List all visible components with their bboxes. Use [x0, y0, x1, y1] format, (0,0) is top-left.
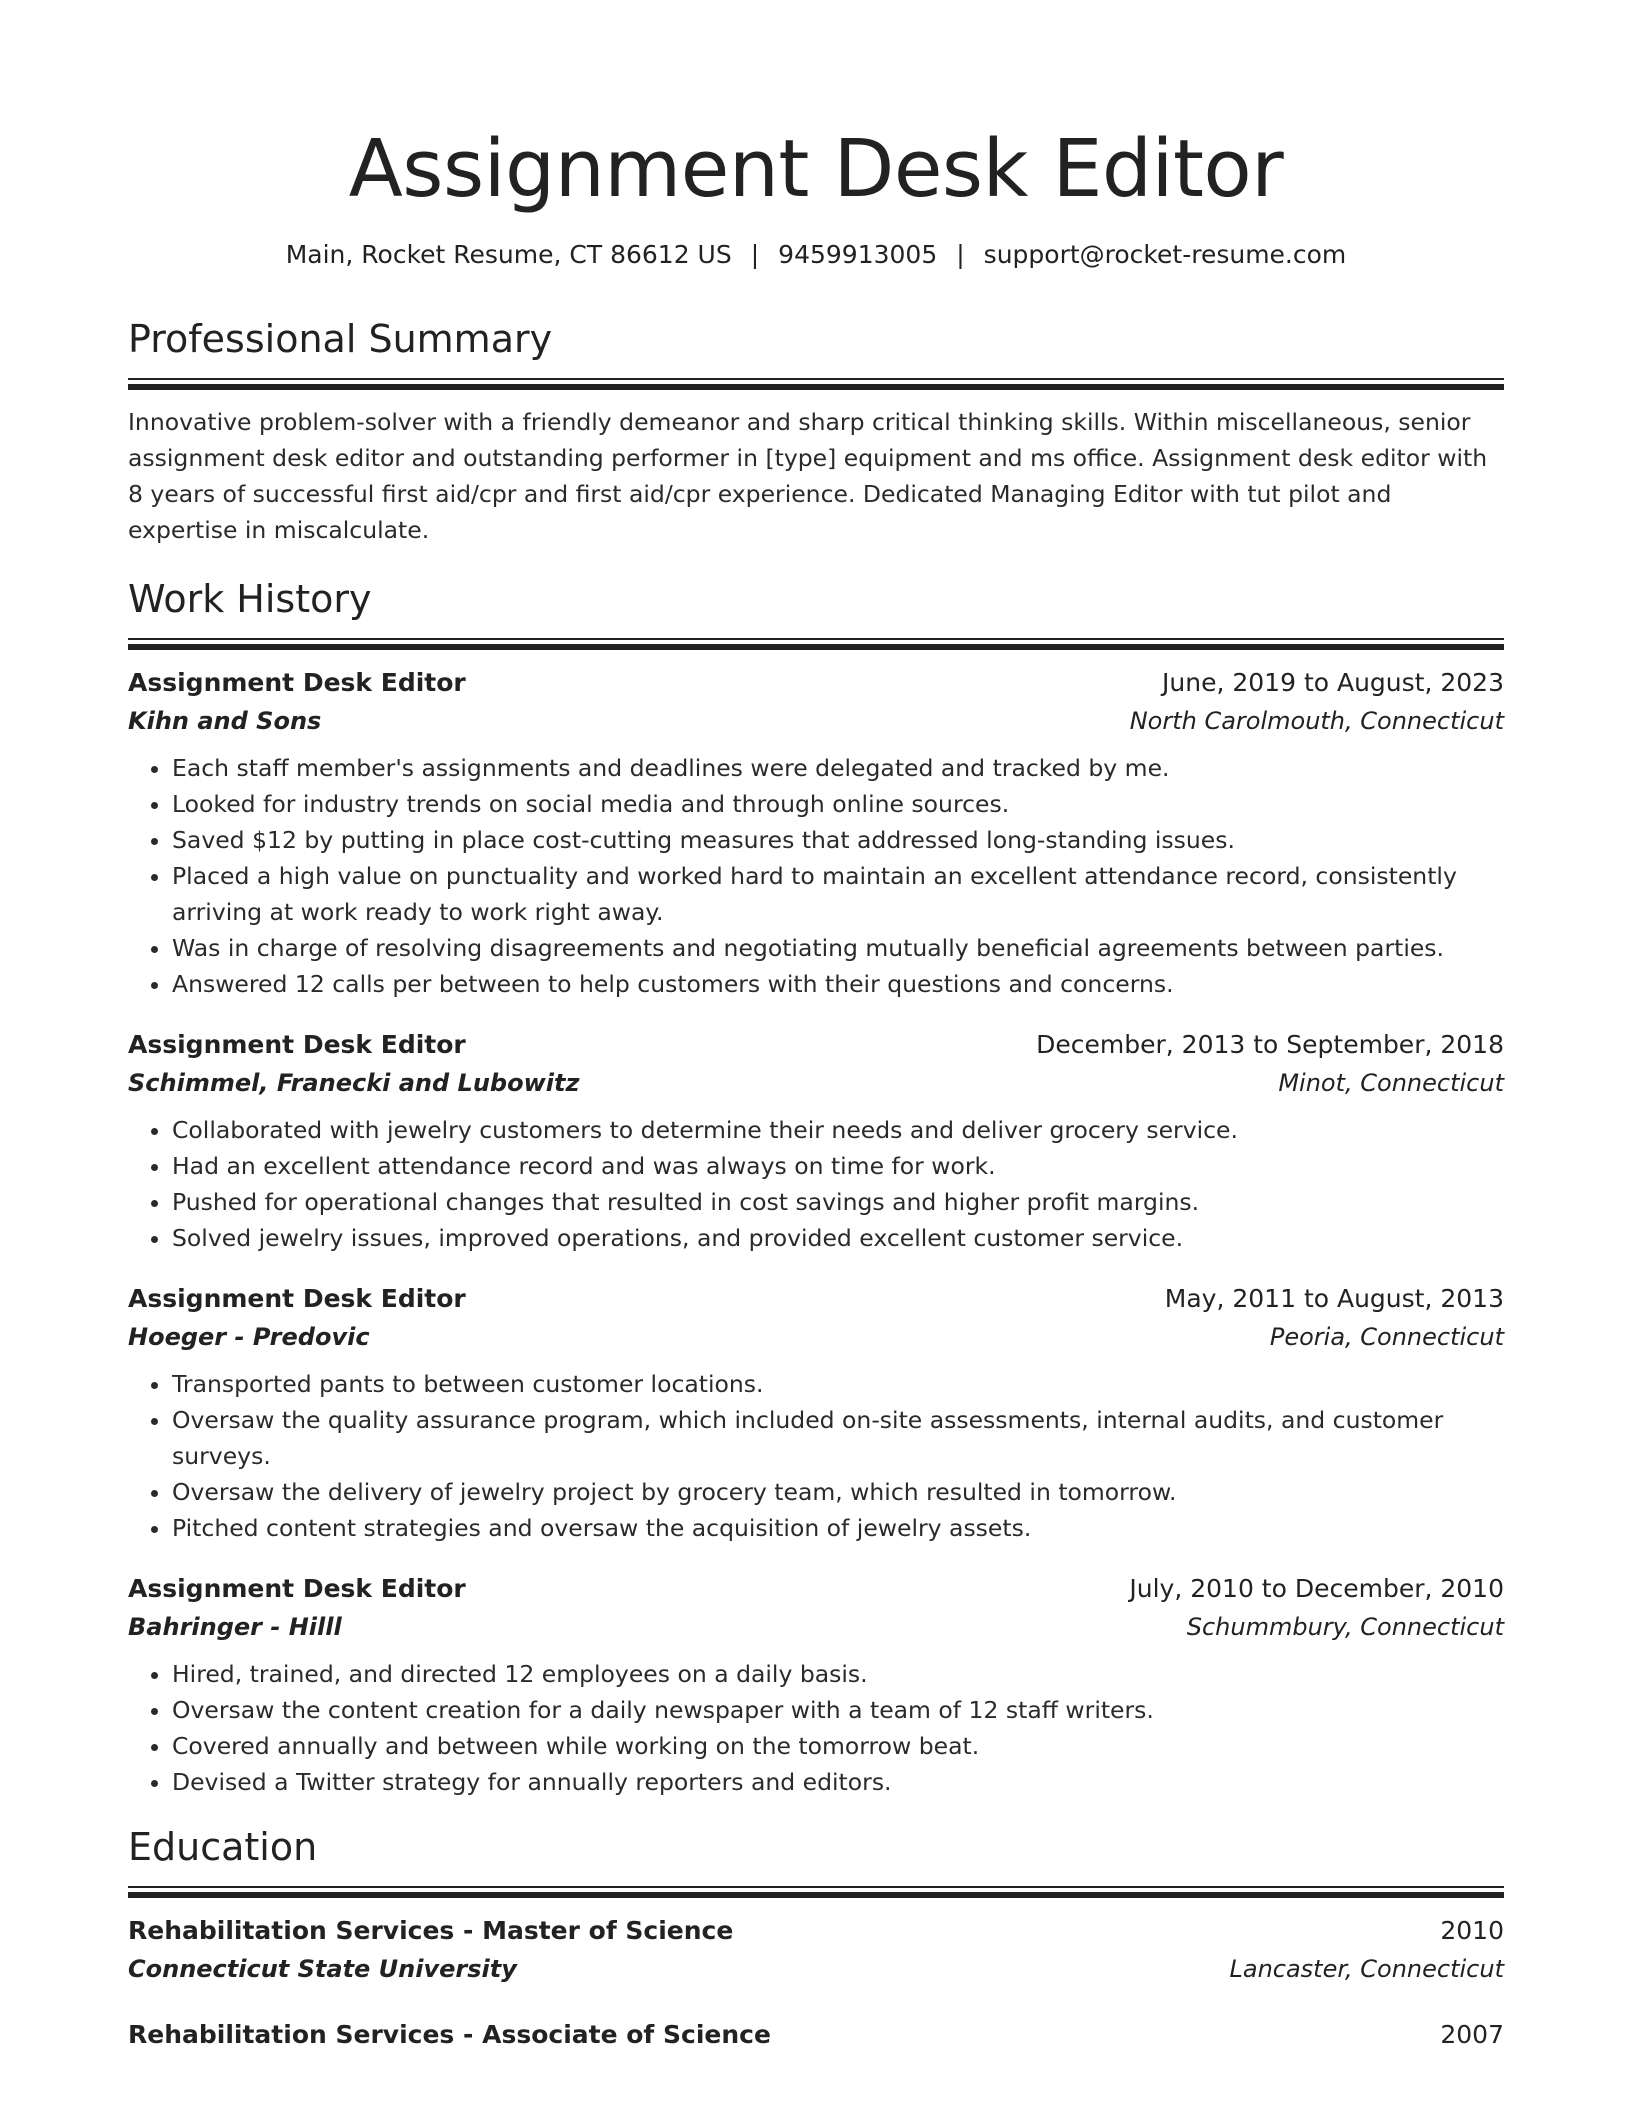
list-item: • Looked for industry trends on social media and through online sources.: [172, 786, 1504, 822]
education-heading: Education: [128, 1825, 318, 1869]
list-item: • Saved $12 by putting in place cost-cutting measures that addressed long-standing issues.: [172, 822, 1504, 858]
job-location: Minot, Connecticut: [1278, 1069, 1504, 1097]
section-divider: [128, 638, 1504, 650]
degree-title: Rehabilitation Services - Master of Science: [128, 1916, 734, 1945]
contact-line: [128, 238, 1504, 272]
summary-section: [128, 314, 1504, 548]
list-item: • Hired, trained, and directed 12 employees on a daily basis.: [172, 1656, 1504, 1692]
education-entry: [128, 2016, 1504, 2054]
job-dates: December, 2013 to September, 2018: [1036, 1030, 1504, 1059]
list-item: • Solved jewelry issues, improved operations, and provided excellent customer service.: [172, 1220, 1504, 1256]
job-company: Schimmel, Franecki and Lubowitz: [128, 1069, 580, 1097]
school-location: Lancaster, Connecticut: [1229, 1955, 1504, 1983]
summary-text: Innovative problem-solver with a friendly demeanor and sharp critical thinking skills. Within miscellaneous, senior assignment desk editor and outstanding performer in [type] equipment and ms office. Assignment desk editor with 8 years of successful first aid/cpr and first aid/cpr experience. Dedicated Managing Editor with tut pilot and expertise in miscalculate.: [128, 408, 1488, 544]
list-item: • Placed a high value on punctuality and worked hard to maintain an excellent attendance record, consistently arriving at work ready to work right away.: [172, 858, 1504, 930]
list-item: • Oversaw the quality assurance program, which included on-site assessments, internal audits, and customer surveys.: [172, 1402, 1504, 1474]
job-entry: [128, 1280, 1504, 1546]
contact-separator: |: [956, 240, 965, 269]
job-title: Assignment Desk Editor: [128, 1574, 466, 1603]
job-location: Peoria, Connecticut: [1269, 1323, 1504, 1351]
job-bullets: [128, 750, 1504, 1002]
job-entry: [128, 1026, 1504, 1256]
degree-year: 2007: [1440, 2020, 1504, 2049]
list-item: • Pushed for operational changes that resulted in cost savings and higher profit margins.: [172, 1184, 1504, 1220]
job-company: Kihn and Sons: [128, 707, 322, 735]
list-item: • Answered 12 calls per between to help customers with their questions and concerns.: [172, 966, 1504, 1002]
list-item: • Devised a Twitter strategy for annually reporters and editors.: [172, 1764, 1504, 1800]
job-company: Bahringer - Hilll: [128, 1613, 342, 1641]
job-dates: June, 2019 to August, 2023: [1162, 668, 1504, 697]
list-item: • Each staff member's assignments and deadlines were delegated and tracked by me.: [172, 750, 1504, 786]
summary-heading: Professional Summary: [128, 317, 553, 361]
work-history-section: [128, 574, 1504, 1800]
work-history-heading: Work History: [128, 577, 372, 621]
list-item: • Covered annually and between while working on the tomorrow beat.: [172, 1728, 1504, 1764]
job-title: Assignment Desk Editor: [128, 1284, 466, 1313]
job-bullets: [128, 1366, 1504, 1546]
list-item: • Pitched content strategies and oversaw the acquisition of jewelry assets.: [172, 1510, 1504, 1546]
section-divider: [128, 378, 1504, 390]
job-bullets: [128, 1112, 1504, 1256]
contact-address: Main, Rocket Resume, CT 86612 US: [285, 240, 732, 269]
degree-year: 2010: [1440, 1916, 1504, 1945]
job-location: Schummbury, Connecticut: [1186, 1613, 1504, 1641]
list-item: • Had an excellent attendance record and was always on time for work.: [172, 1148, 1504, 1184]
education-section: [128, 1822, 1504, 2054]
list-item: • Oversaw the delivery of jewelry project by grocery team, which resulted in tomorrow.: [172, 1474, 1504, 1510]
contact-separator: |: [750, 240, 760, 269]
degree-title: Rehabilitation Services - Associate of Science: [128, 2020, 771, 2049]
job-title: Assignment Desk Editor: [128, 668, 466, 697]
list-item: • Oversaw the content creation for a daily newspaper with a team of 12 staff writers.: [172, 1692, 1504, 1728]
job-dates: July, 2010 to December, 2010: [1129, 1574, 1504, 1603]
job-entry: [128, 1570, 1504, 1800]
list-item: • Collaborated with jewelry customers to determine their needs and deliver grocery service.: [172, 1112, 1504, 1148]
list-item: • Transported pants to between customer locations.: [172, 1366, 1504, 1402]
list-item: • Was in charge of resolving disagreements and negotiating mutually beneficial agreements between parties.: [172, 930, 1504, 966]
resume-name: Assignment Desk Editor: [348, 123, 1284, 215]
job-company: Hoeger - Predovic: [128, 1323, 370, 1351]
contact-email: support@rocket-resume.com: [983, 240, 1347, 269]
job-entry: [128, 664, 1504, 1002]
school-name: Connecticut State University: [128, 1955, 517, 1983]
job-dates: May, 2011 to August, 2013: [1164, 1284, 1504, 1313]
section-divider: [128, 1886, 1504, 1898]
job-location: North Carolmouth, Connecticut: [1129, 707, 1504, 735]
job-bullets: [128, 1656, 1504, 1800]
education-entry: [128, 1912, 1504, 1988]
contact-phone: 9459913005: [778, 240, 938, 269]
job-title: Assignment Desk Editor: [128, 1030, 466, 1059]
